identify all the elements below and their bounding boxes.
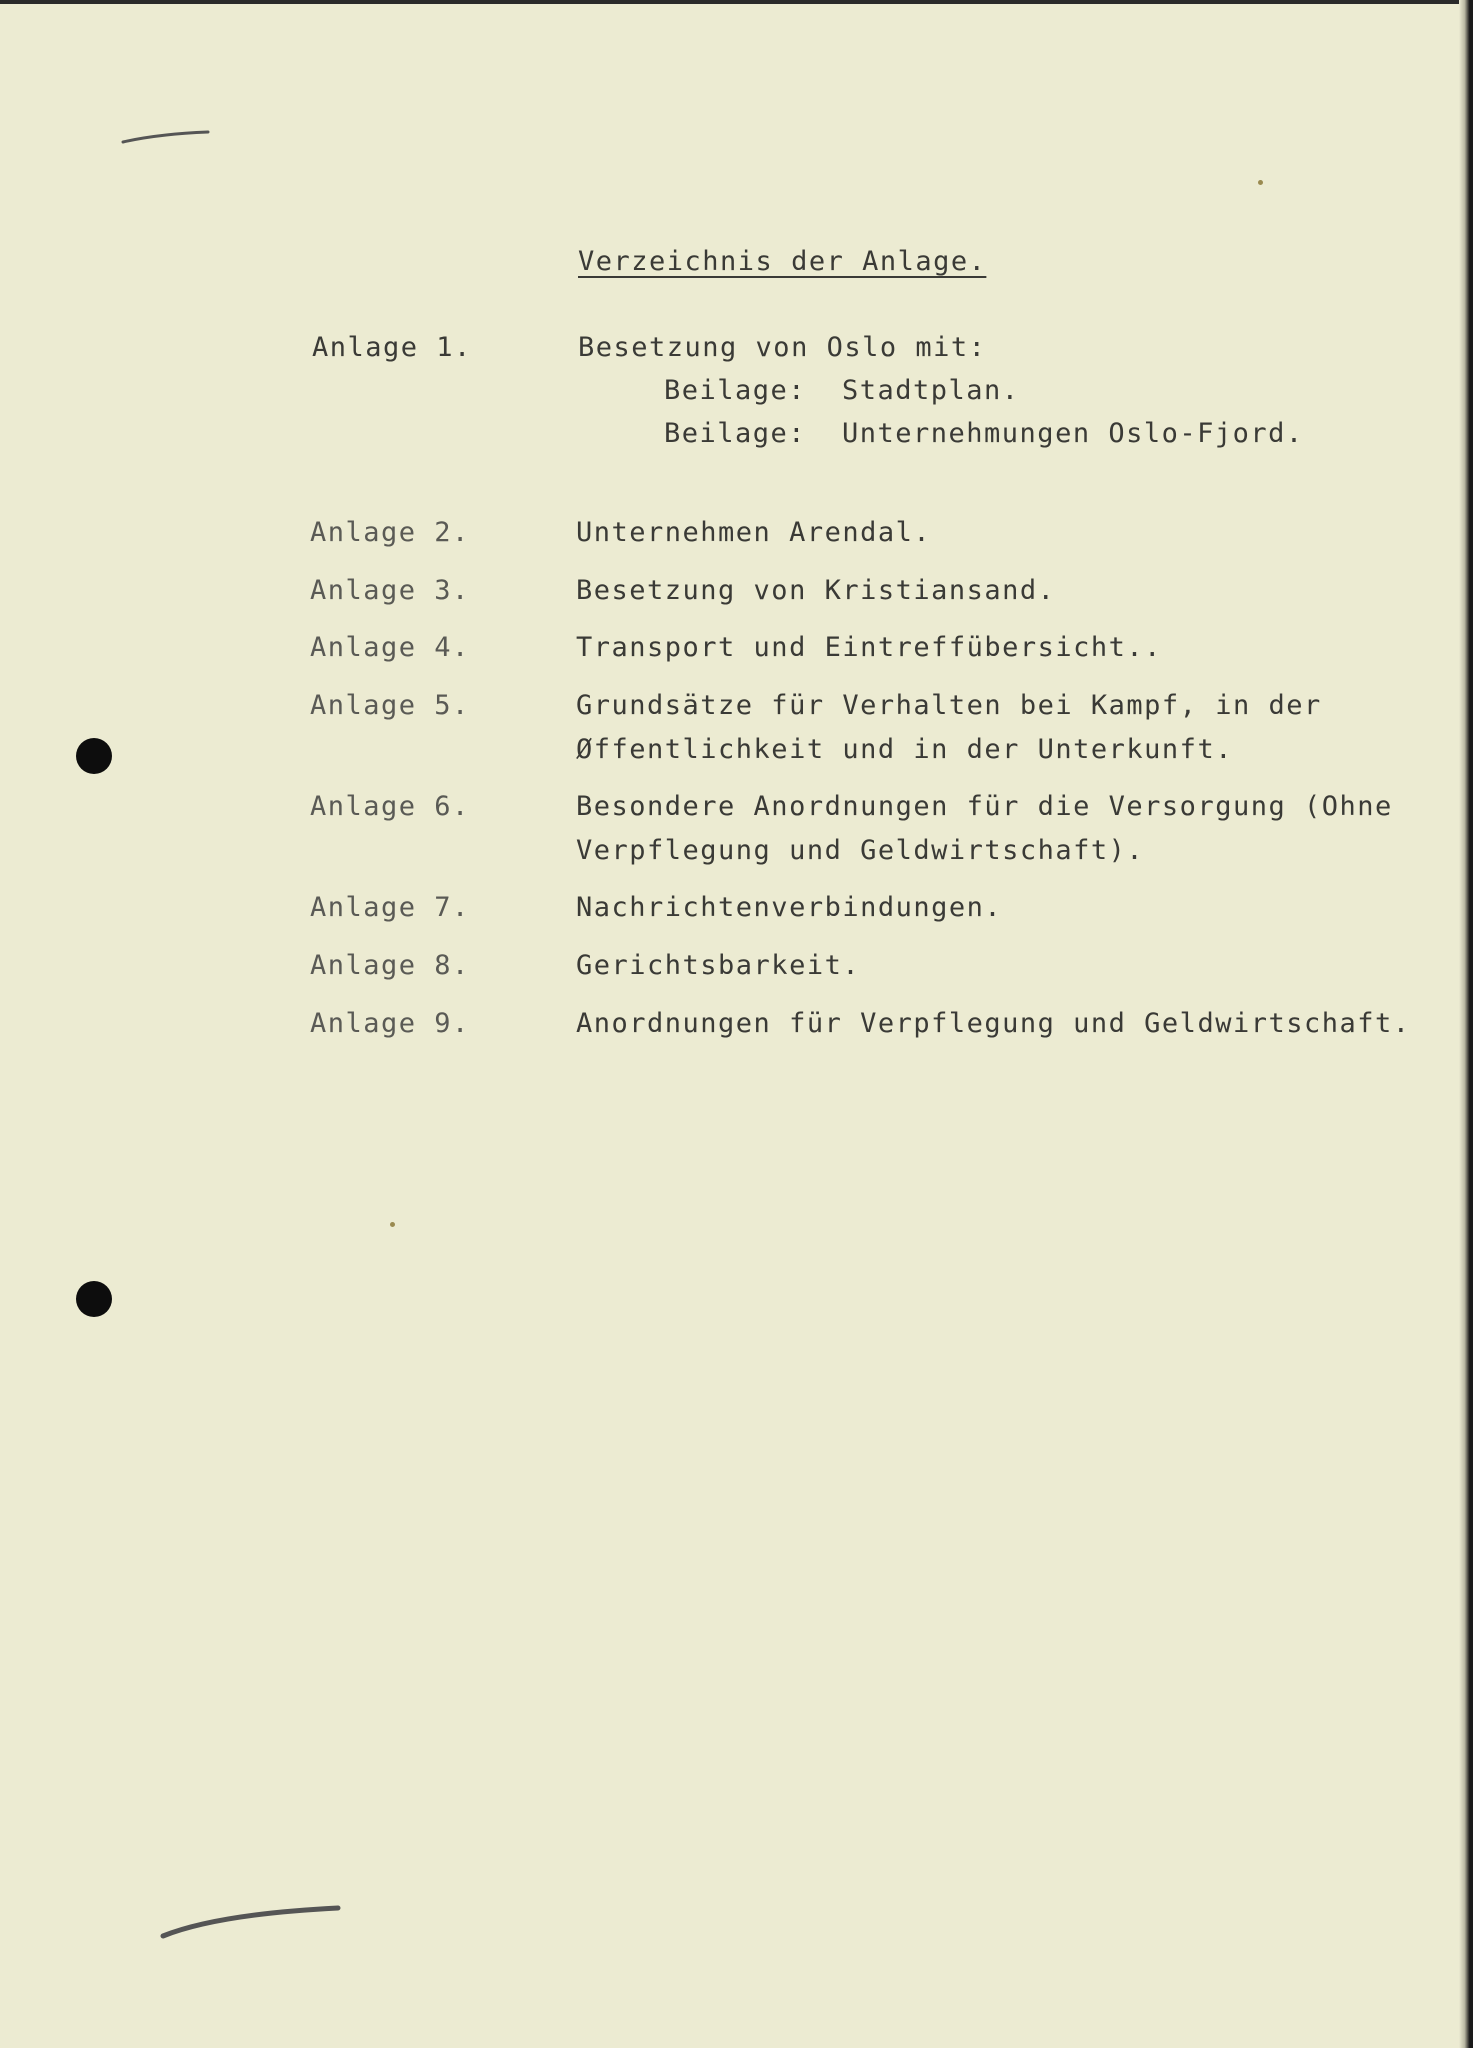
sub-label: Beilage: <box>664 418 807 449</box>
entry-label: Anlage 2. <box>310 517 470 548</box>
scan-edge-top <box>0 0 1473 4</box>
entry-text: Grundsätze für Verhalten bei Kampf, in der <box>576 690 1322 721</box>
entry-text: Besetzung von Kristiansand. <box>576 575 1056 606</box>
pencil-mark-top <box>118 124 218 148</box>
entry-text-continued: Verpflegung und Geldwirtschaft). <box>576 835 1145 866</box>
entry-text: Transport und Eintreffübersicht.. <box>576 632 1162 663</box>
document-title: Verzeichnis der Anlage. <box>578 246 987 277</box>
sub-text: Unternehmungen Oslo-Fjord. <box>842 418 1304 449</box>
entry-label: Anlage 9. <box>310 1008 470 1039</box>
sub-text: Stadtplan. <box>842 375 1020 406</box>
entry-label: Anlage 4. <box>310 632 470 663</box>
punch-hole-upper <box>76 738 112 774</box>
entry-label: Anlage 8. <box>310 950 470 981</box>
punch-hole-lower <box>76 1281 112 1317</box>
paper-speck <box>390 1222 395 1227</box>
entry-label: Anlage 5. <box>310 690 470 721</box>
scan-edge-right <box>1459 0 1473 2048</box>
entry-label: Anlage 3. <box>310 575 470 606</box>
sub-label: Beilage: <box>664 375 807 406</box>
paper-speck <box>1258 180 1263 185</box>
entry-text: Unternehmen Arendal. <box>576 517 932 548</box>
pencil-mark-bottom <box>158 1896 348 1946</box>
entry-label: Anlage 6. <box>310 791 470 822</box>
entry-text: Besetzung von Oslo mit: <box>578 332 987 363</box>
entry-text: Gerichtsbarkeit. <box>576 950 861 981</box>
entry-text: Nachrichtenverbindungen. <box>576 892 1003 923</box>
entry-text-continued: Øffentlichkeit und in der Unterkunft. <box>576 734 1233 765</box>
entry-label: Anlage 7. <box>310 892 470 923</box>
entry-text: Anordnungen für Verpflegung und Geldwirtschaft. <box>576 1008 1411 1039</box>
entry-text: Besondere Anordnungen für die Versorgung (Ohne <box>576 791 1393 822</box>
entry-label: Anlage 1. <box>312 332 472 363</box>
